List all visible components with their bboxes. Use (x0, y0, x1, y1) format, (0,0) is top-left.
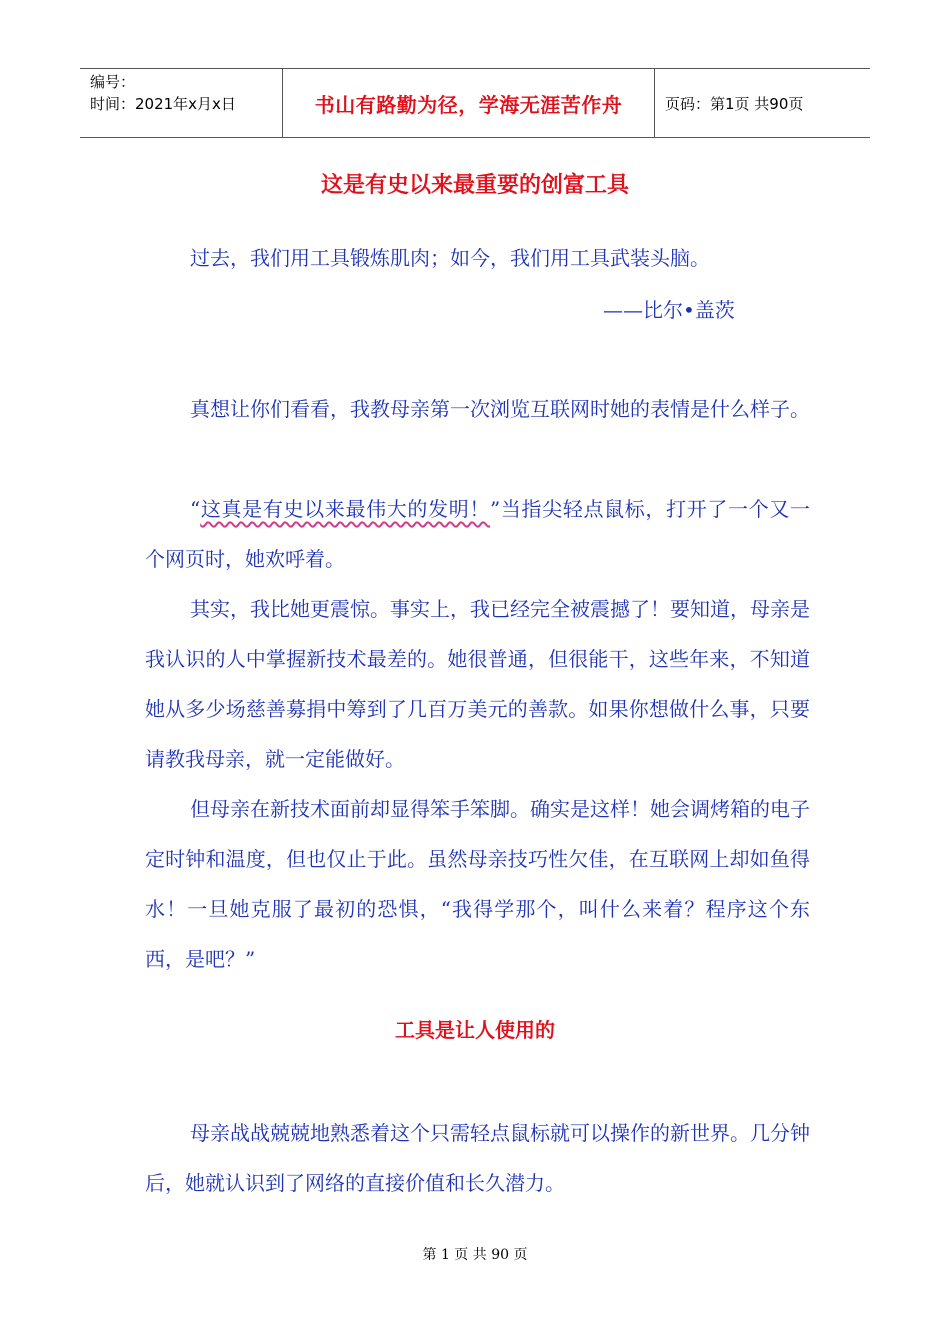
header-motto: 书山有路勤为径，学海无涯苦作舟 (282, 69, 655, 137)
epigraph-quote: 过去，我们用工具锻炼肌肉；如今，我们用工具武装头脑。 (190, 246, 710, 270)
paragraph-rest: ”当指尖轻点鼠标，打开了一个又一个网页时，她欢呼着。 (145, 497, 810, 571)
paragraph: 但母亲在新技术面前却显得笨手笨脚。确实是这样！她会调烤箱的电子定时钟和温度，但也仅止于此。虽然母亲技巧性欠佳，在互联网上却如鱼得水！一旦她克服了最初的恐惧，“我得学那个，叫什么来着？程序这个东西，是吧？” (145, 797, 810, 971)
page-title: 这是有史以来最重要的创富工具 (320, 173, 629, 198)
paragraph (145, 484, 810, 584)
number-label: 编号： (90, 73, 136, 91)
spellcheck-underlined-text: 这真是有史以来最伟大的发明！ (200, 497, 490, 521)
paragraph: 母亲战战兢兢地熟悉着这个只需轻点鼠标就可以操作的新世界。几分钟后，她就认识到了网络的直接价值和长久潜力。 (145, 1121, 810, 1195)
epigraph-attribution: ——比尔•盖茨 (603, 298, 735, 322)
time-label: 时间：2021年x月x日 (90, 95, 236, 113)
document-header (80, 68, 870, 138)
header-page-info: 页码：第1页 共90页 (665, 94, 804, 113)
paragraph: 真想让你们看看，我教母亲第一次浏览互联网时她的表情是什么样子。 (190, 397, 810, 421)
header-meta (80, 69, 282, 137)
section-title: 工具是让人使用的 (395, 1018, 555, 1042)
page-footer: 第 1 页 共 90 页 (422, 1247, 528, 1263)
paragraph: 其实，我比她更震惊。事实上，我已经完全被震撼了！要知道，母亲是我认识的人中掌握新技术最差的。她很普通，但很能干，这些年来，不知道她从多少场慈善募捐中筹到了几百万美元的善款。如果你想做什么事，只要请教我母亲，就一定能做好。 (145, 597, 810, 771)
quote-mark: “ (190, 497, 201, 521)
